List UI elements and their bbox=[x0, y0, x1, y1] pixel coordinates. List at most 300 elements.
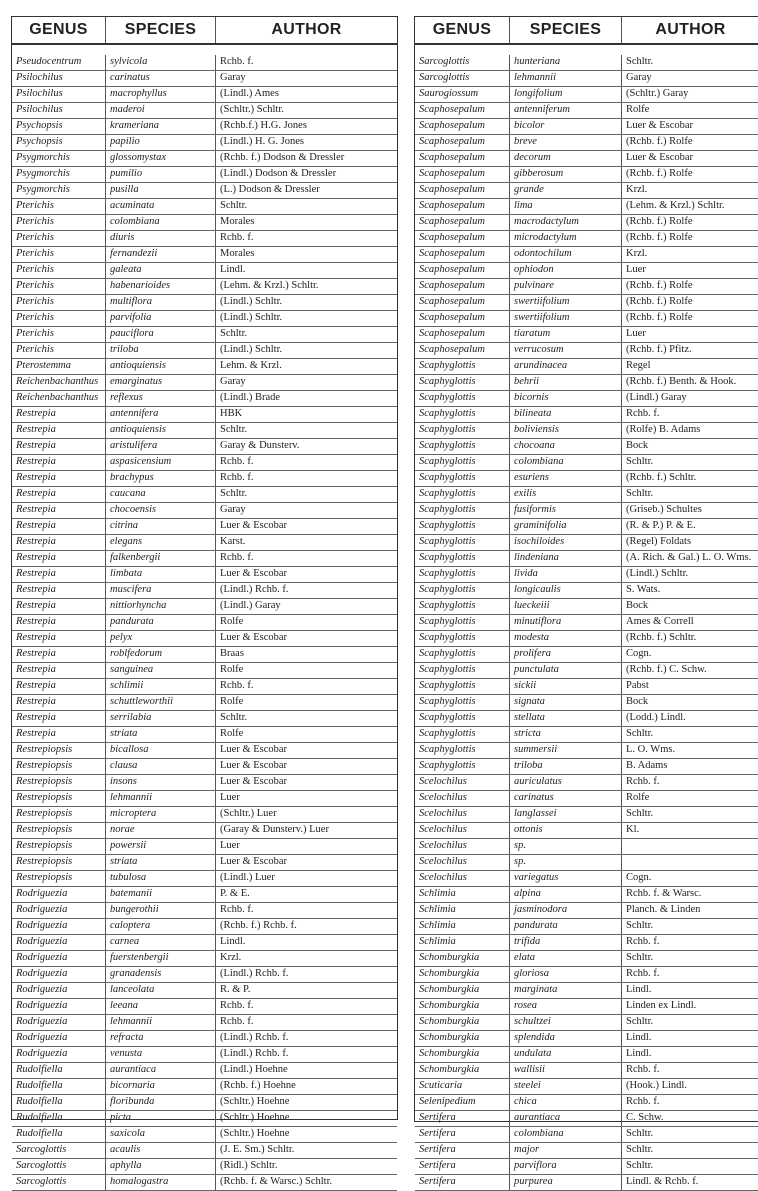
table-row bbox=[12, 1095, 397, 1111]
author-cell: Luer & Escobar bbox=[215, 775, 397, 790]
species-cell: caucana bbox=[105, 487, 215, 502]
species-cell: schuttleworthii bbox=[105, 695, 215, 710]
author-cell: (Rchb. f.) Rolfe bbox=[621, 295, 758, 310]
species-cell: bicallosa bbox=[105, 743, 215, 758]
species-cell: macrophyllus bbox=[105, 87, 215, 102]
table-row bbox=[415, 599, 758, 615]
author-cell: Schltr. bbox=[215, 423, 397, 438]
species-cell: modesta bbox=[509, 631, 621, 646]
species-cell: triloba bbox=[509, 759, 621, 774]
table-row bbox=[12, 567, 397, 583]
species-cell: norae bbox=[105, 823, 215, 838]
author-cell: (Lindl.) Schltr. bbox=[215, 295, 397, 310]
genus-cell: Pterichis bbox=[16, 232, 54, 243]
genus-cell: Scaphyglottis bbox=[419, 392, 476, 403]
table-row bbox=[415, 439, 758, 455]
author-cell: (Rchb. f.) Rolfe bbox=[621, 231, 758, 246]
species-cell: emarginatus bbox=[105, 375, 215, 390]
genus-cell: Schlimia bbox=[419, 920, 456, 931]
author-cell: Bock bbox=[621, 599, 758, 614]
table-row bbox=[12, 151, 397, 167]
species-cell: minutiflora bbox=[509, 615, 621, 630]
author-cell: Krzl. bbox=[621, 247, 758, 262]
right-table-header bbox=[415, 17, 758, 45]
table-row bbox=[12, 471, 397, 487]
genus-header: GENUS bbox=[432, 21, 492, 38]
genus-cell: Rodriguezia bbox=[16, 920, 68, 931]
author-cell: Cogn. bbox=[621, 871, 758, 886]
table-row bbox=[415, 1031, 758, 1047]
genus-cell: Rodriguezia bbox=[16, 904, 68, 915]
genus-cell: Psilochilus bbox=[16, 72, 63, 83]
genus-cell: Restrepia bbox=[16, 488, 56, 499]
author-cell: Braas bbox=[215, 647, 397, 662]
species-cell: colombiana bbox=[509, 455, 621, 470]
species-cell: wallisii bbox=[509, 1063, 621, 1078]
table-row bbox=[415, 1063, 758, 1079]
species-cell: arundinacea bbox=[509, 359, 621, 374]
genus-cell: Pterichis bbox=[16, 296, 54, 307]
species-cell: undulata bbox=[509, 1047, 621, 1062]
author-cell: Schltr. bbox=[621, 455, 758, 470]
genus-cell: Saurogiossum bbox=[419, 88, 479, 99]
species-cell: odontochilum bbox=[509, 247, 621, 262]
species-cell: ottonis bbox=[509, 823, 621, 838]
table-row bbox=[415, 823, 758, 839]
species-cell: schultzei bbox=[509, 1015, 621, 1030]
genus-cell: Pterostemma bbox=[16, 360, 72, 371]
table-row bbox=[415, 1143, 758, 1159]
table-row bbox=[12, 503, 397, 519]
author-cell: (Rchb. f.) Dodson & Dressler bbox=[215, 151, 397, 166]
genus-cell: Psilochilus bbox=[16, 104, 63, 115]
author-cell: Schltr. bbox=[621, 807, 758, 822]
table-row bbox=[12, 135, 397, 151]
species-cell: elegans bbox=[105, 535, 215, 550]
species-cell: granadensis bbox=[105, 967, 215, 982]
table-row bbox=[415, 247, 758, 263]
genus-cell: Scaphyglottis bbox=[419, 680, 476, 691]
table-row bbox=[415, 327, 758, 343]
genus-cell: Sarcoglottis bbox=[16, 1176, 67, 1187]
table-row bbox=[415, 855, 758, 871]
author-cell: Schltr. bbox=[621, 1015, 758, 1030]
author-cell: L. O. Wms. bbox=[621, 743, 758, 758]
genus-cell: Scaphyglottis bbox=[419, 744, 476, 755]
table-row bbox=[415, 871, 758, 887]
table-row bbox=[415, 279, 758, 295]
table-row bbox=[415, 983, 758, 999]
species-cell: lindeniana bbox=[509, 551, 621, 566]
genus-cell: Restrepiopsis bbox=[16, 776, 73, 787]
genus-cell: Scaphyglottis bbox=[419, 520, 476, 531]
genus-cell: Scaphyglottis bbox=[419, 632, 476, 643]
author-cell: Garay bbox=[215, 375, 397, 390]
species-cell: tubulosa bbox=[105, 871, 215, 886]
species-cell: langlassei bbox=[509, 807, 621, 822]
author-cell: (Griseb.) Schultes bbox=[621, 503, 758, 518]
table-row bbox=[12, 1111, 397, 1127]
species-cell: striata bbox=[105, 855, 215, 870]
table-row bbox=[12, 119, 397, 135]
author-cell: Rolfe bbox=[215, 727, 397, 742]
author-cell: (Lindl.) Rchb. f. bbox=[215, 583, 397, 598]
table-row bbox=[415, 583, 758, 599]
genus-cell: Pterichis bbox=[16, 200, 54, 211]
author-cell: (Schltr.) Luer bbox=[215, 807, 397, 822]
author-cell: (Lindl.) Schltr. bbox=[215, 343, 397, 358]
author-cell: (Rchb. f.) Benth. & Hook. bbox=[621, 375, 758, 390]
genus-cell: Restrepia bbox=[16, 440, 56, 451]
table-row bbox=[415, 743, 758, 759]
left-table bbox=[11, 16, 398, 1187]
table-row bbox=[415, 663, 758, 679]
table-row bbox=[12, 711, 397, 727]
table-row bbox=[415, 935, 758, 951]
genus-cell: Restrepia bbox=[16, 584, 56, 595]
author-cell: Schltr. bbox=[621, 1143, 758, 1158]
table-row bbox=[415, 615, 758, 631]
genus-cell: Scaphosepalum bbox=[419, 328, 485, 339]
species-cell: sickii bbox=[509, 679, 621, 694]
table-row bbox=[12, 1047, 397, 1063]
species-cell: roblfedorum bbox=[105, 647, 215, 662]
table-row bbox=[12, 263, 397, 279]
table-row bbox=[12, 1015, 397, 1031]
table-row bbox=[12, 199, 397, 215]
genus-cell: Scaphyglottis bbox=[419, 648, 476, 659]
author-cell: (Lindl.) Garay bbox=[621, 391, 758, 406]
species-cell: aphylla bbox=[105, 1159, 215, 1174]
species-cell: longicaulis bbox=[509, 583, 621, 598]
table-row bbox=[12, 631, 397, 647]
table-row bbox=[12, 439, 397, 455]
table-row bbox=[415, 903, 758, 919]
author-cell: Garay & Dunsterv. bbox=[215, 439, 397, 454]
species-cell: grande bbox=[509, 183, 621, 198]
genus-cell: Restrepia bbox=[16, 408, 56, 419]
species-cell: parviflora bbox=[509, 1159, 621, 1174]
genus-cell: Schomburgkia bbox=[419, 984, 480, 995]
genus-cell: Schomburgkia bbox=[419, 1000, 480, 1011]
table-row bbox=[415, 135, 758, 151]
genus-cell: Schlimia bbox=[419, 936, 456, 947]
species-cell: colombiana bbox=[105, 215, 215, 230]
genus-cell: Schomburgkia bbox=[419, 1032, 480, 1043]
genus-cell: Pterichis bbox=[16, 248, 54, 259]
author-cell: (Schltr.) Schltr. bbox=[215, 103, 397, 118]
species-cell: fernandezii bbox=[105, 247, 215, 262]
table-row bbox=[12, 1175, 397, 1191]
genus-cell: Psygmorchis bbox=[16, 152, 70, 163]
table-row bbox=[12, 599, 397, 615]
table-row bbox=[12, 455, 397, 471]
species-cell: punctulata bbox=[509, 663, 621, 678]
table-row bbox=[415, 951, 758, 967]
author-cell: Rolfe bbox=[215, 615, 397, 630]
author-cell: Rchb. f. bbox=[215, 1015, 397, 1030]
species-cell: carinatus bbox=[509, 791, 621, 806]
genus-cell: Sarcoglottis bbox=[16, 1160, 67, 1171]
author-cell: (Rchb. f.) C. Schw. bbox=[621, 663, 758, 678]
genus-cell: Scaphyglottis bbox=[419, 600, 476, 611]
species-cell: bicornis bbox=[509, 391, 621, 406]
author-cell: (Regel) Foldats bbox=[621, 535, 758, 550]
author-cell: Garay bbox=[621, 71, 758, 86]
genus-cell: Restrepia bbox=[16, 552, 56, 563]
species-cell: sylvicola bbox=[105, 55, 215, 70]
genus-cell: Scelochilus bbox=[419, 840, 467, 851]
species-cell: ophiodon bbox=[509, 263, 621, 278]
species-cell: bilineata bbox=[509, 407, 621, 422]
species-cell: parvifolia bbox=[105, 311, 215, 326]
table-row bbox=[12, 311, 397, 327]
species-cell: chica bbox=[509, 1095, 621, 1110]
genus-cell: Pterichis bbox=[16, 312, 54, 323]
author-cell: Linden ex Lindl. bbox=[621, 999, 758, 1014]
author-cell: Luer & Escobar bbox=[215, 855, 397, 870]
author-cell: Rchb. f. bbox=[621, 407, 758, 422]
table-row bbox=[12, 679, 397, 695]
table-row bbox=[415, 343, 758, 359]
species-cell: summersii bbox=[509, 743, 621, 758]
table-row bbox=[415, 471, 758, 487]
species-cell: lima bbox=[509, 199, 621, 214]
species-cell: behrii bbox=[509, 375, 621, 390]
author-cell: Morales bbox=[215, 215, 397, 230]
genus-cell: Scaphyglottis bbox=[419, 584, 476, 595]
author-cell: (Hook.) Lindl. bbox=[621, 1079, 758, 1094]
genus-cell: Pseudocentrum bbox=[16, 56, 82, 67]
species-cell: striata bbox=[105, 727, 215, 742]
genus-cell: Scaphosepalum bbox=[419, 184, 485, 195]
author-cell: Schltr. bbox=[621, 727, 758, 742]
table-row bbox=[415, 567, 758, 583]
table-row bbox=[12, 487, 397, 503]
table-row bbox=[415, 839, 758, 855]
genus-cell: Schomburgkia bbox=[419, 1016, 480, 1027]
genus-cell: Scelochilus bbox=[419, 792, 467, 803]
author-cell: (Schltr.) Garay bbox=[621, 87, 758, 102]
author-cell: Rchb. f. bbox=[215, 231, 397, 246]
species-cell: galeata bbox=[105, 263, 215, 278]
table-row bbox=[12, 807, 397, 823]
author-cell: (Schltr.) Hoehne bbox=[215, 1095, 397, 1110]
table-row bbox=[415, 231, 758, 247]
table-row bbox=[12, 583, 397, 599]
table-row bbox=[12, 295, 397, 311]
species-cell: decorum bbox=[509, 151, 621, 166]
author-cell: Rchb. f. bbox=[215, 471, 397, 486]
author-cell: (Lindl.) Rchb. f. bbox=[215, 1047, 397, 1062]
genus-cell: Restrepia bbox=[16, 648, 56, 659]
species-cell: antioquiensis bbox=[105, 423, 215, 438]
genus-cell: Restrepia bbox=[16, 664, 56, 675]
author-cell: Schltr. bbox=[215, 327, 397, 342]
author-cell: Bock bbox=[621, 439, 758, 454]
author-cell: Planch. & Linden bbox=[621, 903, 758, 918]
author-cell: Luer & Escobar bbox=[215, 631, 397, 646]
species-cell: papilio bbox=[105, 135, 215, 150]
table-row bbox=[12, 967, 397, 983]
author-cell: (Lindl.) Rchb. f. bbox=[215, 1031, 397, 1046]
genus-cell: Scaphyglottis bbox=[419, 536, 476, 547]
species-cell: stricta bbox=[509, 727, 621, 742]
author-cell: (Rchb.f.) H.G. Jones bbox=[215, 119, 397, 134]
author-cell: P. & E. bbox=[215, 887, 397, 902]
genus-cell: Restrepiopsis bbox=[16, 760, 73, 771]
species-cell: maderoi bbox=[105, 103, 215, 118]
genus-cell: Scaphosepalum bbox=[419, 312, 485, 323]
genus-cell: Restrepiopsis bbox=[16, 824, 73, 835]
table-row bbox=[415, 551, 758, 567]
author-cell: (Lindl.) Hoehne bbox=[215, 1063, 397, 1078]
species-cell: aristulifera bbox=[105, 439, 215, 454]
genus-cell: Sertifera bbox=[419, 1160, 456, 1171]
species-cell: breve bbox=[509, 135, 621, 150]
author-cell: (Rchb. f.) Pfitz. bbox=[621, 343, 758, 358]
author-cell: (Lindl.) Schltr. bbox=[215, 311, 397, 326]
species-cell: leeana bbox=[105, 999, 215, 1014]
species-cell: pusilla bbox=[105, 183, 215, 198]
table-row bbox=[415, 695, 758, 711]
genus-cell: Scelochilus bbox=[419, 872, 467, 883]
table-row bbox=[12, 327, 397, 343]
table-row bbox=[12, 87, 397, 103]
species-header: SPECIES bbox=[509, 17, 621, 43]
species-cell: verrucosum bbox=[509, 343, 621, 358]
author-cell: Schltr. bbox=[621, 55, 758, 70]
species-cell: glossomystax bbox=[105, 151, 215, 166]
author-cell: (Rchb. f. & Warsc.) Schltr. bbox=[215, 1175, 397, 1190]
table-row bbox=[12, 615, 397, 631]
species-cell: purpurea bbox=[509, 1175, 621, 1190]
table-row bbox=[415, 791, 758, 807]
genus-cell: Scaphosepalum bbox=[419, 168, 485, 179]
table-row bbox=[12, 167, 397, 183]
genus-cell: Sertifera bbox=[419, 1128, 456, 1139]
species-cell: pandurata bbox=[105, 615, 215, 630]
table-row bbox=[12, 535, 397, 551]
genus-cell: Scaphyglottis bbox=[419, 728, 476, 739]
genus-cell: Schomburgkia bbox=[419, 1048, 480, 1059]
species-cell: falkenbergii bbox=[105, 551, 215, 566]
genus-cell: Scaphyglottis bbox=[419, 760, 476, 771]
species-cell: exilis bbox=[509, 487, 621, 502]
genus-cell: Pterichis bbox=[16, 216, 54, 227]
species-cell: major bbox=[509, 1143, 621, 1158]
species-cell: tiaratum bbox=[509, 327, 621, 342]
table-row bbox=[415, 1047, 758, 1063]
species-cell: citrina bbox=[105, 519, 215, 534]
table-row bbox=[415, 407, 758, 423]
table-row bbox=[12, 183, 397, 199]
author-cell: Karst. bbox=[215, 535, 397, 550]
table-row bbox=[12, 935, 397, 951]
species-cell: signata bbox=[509, 695, 621, 710]
author-cell: Kl. bbox=[621, 823, 758, 838]
table-row bbox=[12, 775, 397, 791]
genus-cell: Restrepia bbox=[16, 616, 56, 627]
species-cell: colombiana bbox=[509, 1127, 621, 1142]
table-row bbox=[12, 1063, 397, 1079]
table-row bbox=[415, 263, 758, 279]
species-cell: esuriens bbox=[509, 471, 621, 486]
genus-cell: Rodriguezia bbox=[16, 1032, 68, 1043]
author-cell: Luer bbox=[215, 791, 397, 806]
author-cell: (Rchb. f.) Schltr. bbox=[621, 631, 758, 646]
author-cell: Lindl. bbox=[621, 1047, 758, 1062]
author-cell: Lindl. & Rchb. f. bbox=[621, 1175, 758, 1190]
genus-cell: Scaphyglottis bbox=[419, 472, 476, 483]
species-cell: bicolor bbox=[509, 119, 621, 134]
genus-cell: Scaphyglottis bbox=[419, 696, 476, 707]
table-row bbox=[415, 1015, 758, 1031]
table-row bbox=[12, 247, 397, 263]
species-cell: gibberosum bbox=[509, 167, 621, 182]
table-row bbox=[415, 999, 758, 1015]
author-cell: (A. Rich. & Gal.) L. O. Wms. bbox=[621, 551, 758, 566]
species-cell: muscifera bbox=[105, 583, 215, 598]
species-cell: bungerothii bbox=[105, 903, 215, 918]
table-row bbox=[415, 1159, 758, 1175]
author-cell: (Lindl.) Garay bbox=[215, 599, 397, 614]
left-table-body bbox=[12, 45, 397, 1187]
genus-cell: Rodriguezia bbox=[16, 888, 68, 899]
table-row bbox=[415, 423, 758, 439]
author-cell: Morales bbox=[215, 247, 397, 262]
table-row bbox=[12, 551, 397, 567]
author-cell: (Schltr.) Hoehne bbox=[215, 1111, 397, 1126]
genus-cell: Psychopsis bbox=[16, 136, 63, 147]
table-row bbox=[12, 647, 397, 663]
table-row bbox=[415, 919, 758, 935]
species-cell: swertiifolium bbox=[509, 295, 621, 310]
genus-cell: Scaphyglottis bbox=[419, 616, 476, 627]
genus-cell: Sertifera bbox=[419, 1144, 456, 1155]
author-cell: (Garay & Dunsterv.) Luer bbox=[215, 823, 397, 838]
genus-cell: Scaphyglottis bbox=[419, 504, 476, 515]
species-cell: limbata bbox=[105, 567, 215, 582]
author-cell: Rchb. f. bbox=[215, 551, 397, 566]
author-cell: Rchb. f. bbox=[621, 1063, 758, 1078]
species-cell: jasminodora bbox=[509, 903, 621, 918]
table-row bbox=[12, 727, 397, 743]
genus-cell: Schomburgkia bbox=[419, 952, 480, 963]
table-row bbox=[415, 727, 758, 743]
species-cell: variegatus bbox=[509, 871, 621, 886]
author-cell: Cogn. bbox=[621, 647, 758, 662]
species-cell: acaulis bbox=[105, 1143, 215, 1158]
species-cell: saxicola bbox=[105, 1127, 215, 1142]
table-row bbox=[415, 1095, 758, 1111]
genus-cell: Reichenbachanthus bbox=[16, 392, 99, 403]
table-row bbox=[12, 279, 397, 295]
species-cell: lehmannii bbox=[105, 1015, 215, 1030]
table-row bbox=[12, 423, 397, 439]
species-cell: marginata bbox=[509, 983, 621, 998]
table-row bbox=[415, 375, 758, 391]
genus-cell: Restrepiopsis bbox=[16, 856, 73, 867]
table-row bbox=[415, 887, 758, 903]
species-cell: carinatus bbox=[105, 71, 215, 86]
table-row bbox=[12, 1143, 397, 1159]
species-cell: floribunda bbox=[105, 1095, 215, 1110]
genus-cell: Pterichis bbox=[16, 280, 54, 291]
author-header: AUTHOR bbox=[215, 17, 397, 43]
author-cell: Schltr. bbox=[215, 711, 397, 726]
table-row bbox=[12, 823, 397, 839]
